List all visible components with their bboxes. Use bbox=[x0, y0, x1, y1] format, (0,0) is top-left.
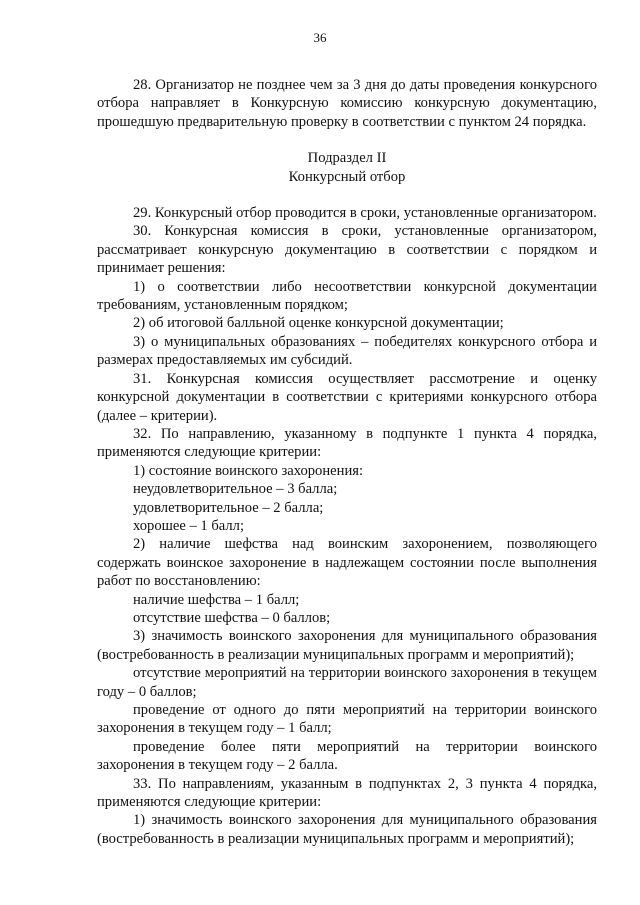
document-body bbox=[97, 76, 597, 848]
criterion-line: удовлетворительное – 2 балла; bbox=[133, 499, 324, 516]
paragraph-32-item-2: 2) наличие шефства над воинским захоронением, позволяющего содержать воинское захоронение в надлежащем состоянии после выполнения работ по восстановлению: bbox=[97, 536, 597, 590]
criterion-line: проведение более пяти мероприятий на территории воинского захоронения в текущем году – 2 балла. bbox=[97, 738, 597, 774]
section-subtitle: Конкурсный отбор bbox=[288, 168, 406, 185]
page-number: 36 bbox=[313, 30, 327, 45]
paragraph-30-item-2: 2) об итоговой балльной оценке конкурсной документации; bbox=[133, 315, 504, 332]
paragraph-33-item-1: 1) значимость воинского захоронения для муниципального образования (востребованность в реализации муниципальных программ и мероприятий); bbox=[97, 812, 597, 847]
criterion-line: хорошее – 1 балл; bbox=[133, 517, 245, 534]
paragraph-30-item-1: 1) о соответствии либо несоответствии конкурсной документации требованиям, установленным порядком; bbox=[97, 278, 597, 314]
spacer bbox=[97, 186, 597, 204]
criterion-line: отсутствие шефства – 0 баллов; bbox=[133, 609, 331, 626]
section-title: Подраздел II bbox=[307, 150, 387, 167]
spacer bbox=[97, 131, 597, 149]
criterion-line: неудовлетворительное – 3 балла; bbox=[133, 481, 338, 498]
paragraph-30: 30. Конкурсная комиссия в сроки, установленные организатором, рассматривает конкурсную документацию в соответствии с порядком и принимает решения: bbox=[97, 223, 597, 277]
paragraph-32-item-3: 3) значимость воинского захоронения для муниципального образования (востребованность в реализации муниципальных программ и мероприятий); bbox=[97, 628, 597, 663]
paragraph-31: 31. Конкурсная комиссия осуществляет рассмотрение и оценку конкурсной документации в соответствии с критериями конкурсного отбора (далее – критерии). bbox=[97, 370, 597, 424]
paragraph-30-item-3: 3) о муниципальных образованиях – победителях конкурсного отбора и размерах предоставляемых им субсидий. bbox=[97, 333, 597, 369]
paragraph-32: 32. По направлению, указанному в подпункте 1 пункта 4 порядка, применяются следующие критерии: bbox=[97, 425, 597, 461]
criterion-line: наличие шефства – 1 балл; bbox=[133, 591, 300, 608]
criterion-line: проведение от одного до пяти мероприятий на территории воинского захоронения в текущем году – 1 балл; bbox=[97, 702, 597, 737]
paragraph-28: 28. Организатор не позднее чем за 3 дня до даты проведения конкурсного отбора направляет в Конкурсную комиссию конкурсную документацию, прошедшую предварительную проверку в соответствии с пунктом 24 порядка. bbox=[97, 77, 597, 130]
paragraph-32-item-1: 1) состояние воинского захоронения: bbox=[133, 462, 364, 479]
paragraph-33: 33. По направлениям, указанным в подпунктах 2, 3 пункта 4 порядка, применяются следующие критерии: bbox=[97, 775, 597, 811]
criterion-line: отсутствие мероприятий на территории воинского захоронения в текущем году – 0 баллов; bbox=[97, 665, 597, 700]
paragraph-29: 29. Конкурсный отбор проводится в сроки, установленные организатором. bbox=[133, 205, 597, 222]
